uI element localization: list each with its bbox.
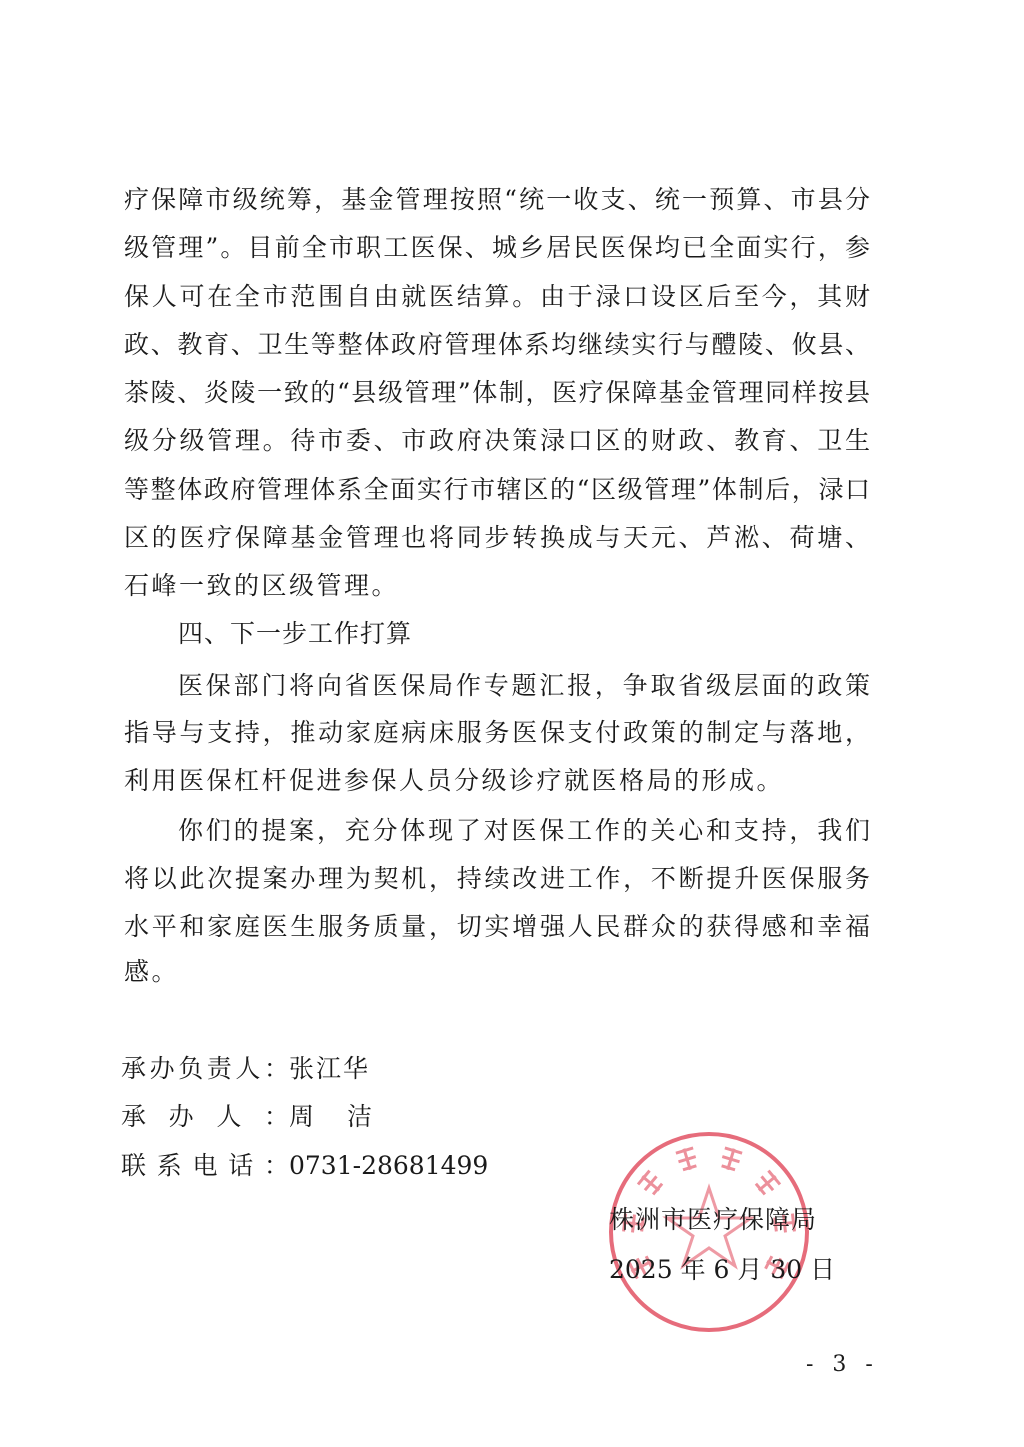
page-number: - 3 - — [806, 1352, 879, 1377]
body-line: 将以此次提案办理为契机，持续改进工作，不断提升医保服务 — [124, 864, 870, 893]
issuer-org: 株洲市医疗保障局 — [609, 1205, 818, 1234]
body-line: 利用医保杠杆促进参保人员分级诊疗就医格局的形成。 — [124, 766, 785, 795]
handler-name: 周 洁 — [289, 1102, 377, 1131]
body-line: 政、教育、卫生等整体政府管理体系均继续实行与醴陵、攸县、 — [124, 330, 870, 359]
contact-phone — [121, 1150, 488, 1182]
responsible-label: 承办负责人： — [121, 1054, 289, 1083]
seal-glyph — [636, 1169, 664, 1197]
phone-number: 0731-28681499 — [289, 1151, 489, 1180]
body-line: 你们的提案，充分体现了对医保工作的关心和支持，我们 — [178, 816, 870, 845]
body-line: 等整体政府管理体系全面实行市辖区的“区级管理”体制后，渌口 — [124, 475, 870, 504]
body-line: 级分级管理。待市委、市政府决策渌口区的财政、教育、卫生 — [124, 426, 870, 455]
seal-glyph — [753, 1169, 781, 1197]
body-line: 保人可在全市范围自由就医结算。由于渌口设区后至今，其财 — [124, 282, 870, 311]
body-line: 指导与支持，推动家庭病床服务医保支付政策的制定与落地， — [124, 718, 870, 747]
body-line: 级管理”。目前全市职工医保、城乡居民医保均已全面实行，参 — [124, 233, 870, 262]
responsible-person — [121, 1053, 370, 1085]
issue-date: 2025 年 6 月 30 日 — [609, 1255, 836, 1284]
handler-label: 承办人： — [121, 1102, 289, 1131]
seal-glyph — [675, 1146, 699, 1172]
body-line: 医保部门将向省医保局作专题汇报，争取省级层面的政策 — [178, 671, 870, 700]
body-line: 感。 — [124, 957, 180, 986]
body-line: 疗保障市级统筹，基金管理按照“统一收支、统一预算、市县分 — [124, 185, 870, 214]
body-line: 水平和家庭医生服务质量，切实增强人民群众的获得感和幸福 — [124, 912, 870, 941]
phone-label: 联系电话： — [121, 1151, 289, 1180]
responsible-name: 张江华 — [289, 1054, 371, 1083]
section-heading: 四、下一步工作打算 — [178, 619, 413, 648]
body-line: 区的医疗保障基金管理也将同步转换成与天元、芦淞、荷塘、 — [124, 523, 870, 552]
body-line: 茶陵、炎陵一致的“县级管理”体制，医疗保障基金管理同样按县 — [124, 378, 870, 407]
seal-glyph — [719, 1146, 743, 1172]
handler-person — [121, 1101, 376, 1133]
body-line: 石峰一致的区级管理。 — [124, 571, 400, 600]
